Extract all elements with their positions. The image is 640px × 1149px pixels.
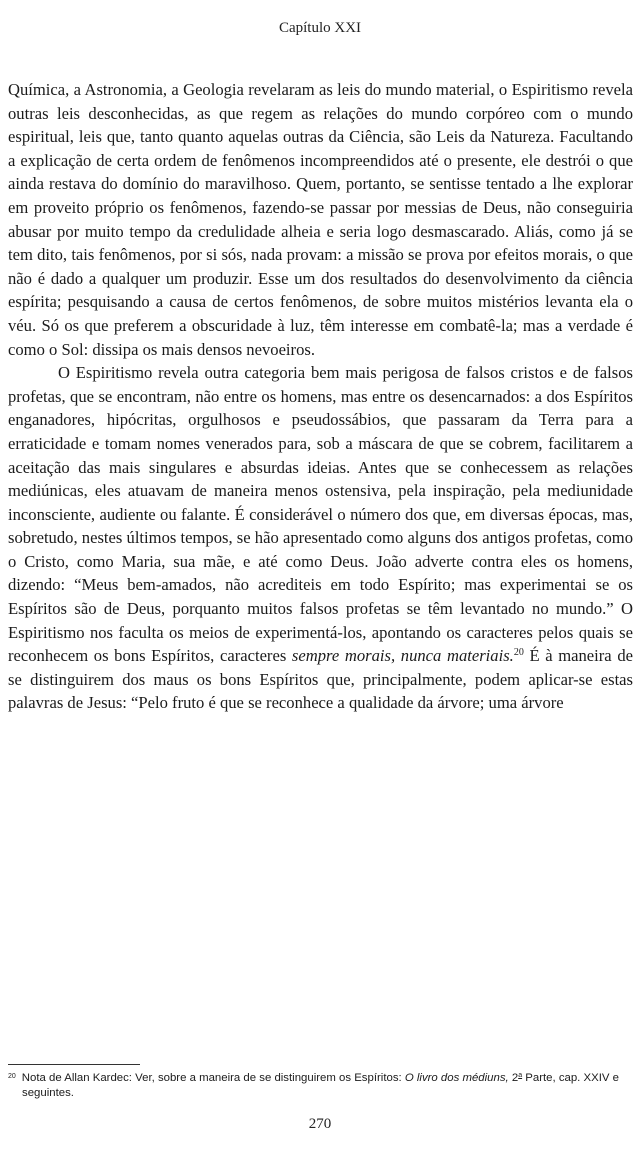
footnote-number: 20 [8,1073,16,1080]
paragraph-1: Química, a Astronomia, a Geologia revelaram as leis do mundo material, o Espiritismo revela outras leis desconhecidas, as que regem as relações do mundo corpóreo com o mundo espiritual, leis que, tanto quanto aquelas outras da Ciência, são Leis da Natureza. Facultando a explicação de certa ordem de fenômenos incompreendidos até o presente, ele destrói o que ainda restava do domínio do maravilhoso. Quem, portanto, se sentisse tentado a lhe explorar em proveito próprio os fenômenos, fazendo-se passar por messias de Deus, não conseguiria abusar por muito tempo da credulidade alheia e seria logo desmascarado. Aliás, como já se tem dito, tais fenômenos, por si sós, nada provam: a missão se prova por efeitos morais, o que não é dado a qualquer um produzir. Esse um dos resultados do desenvolvimento da ciência espírita; pesquisando a causa de certos fenômenos, de sobre muitos mistérios levanta ela o véu. Só os que preferem a obscuridade à luz, têm interesse em combatê-la; mas a verdade é como o Sol: dissipa os mais densos nevoeiros. [8,80,633,359]
footnote-text-end: Parte, cap. XXIV e seguintes. [22,1072,619,1099]
footnote-text-after: 2 [508,1072,519,1084]
paragraph-2-end: É à maneira de se distinguirem dos maus os bons Espíritos que, principalmente, podem aplicar-se estas palavras de Jesus: “Pelo fruto é que se reconhece a qualidade da árvore; uma árvore [8,646,633,713]
footnote-book-title: O livro dos médiuns, [404,1072,509,1084]
footnote [8,1068,628,1101]
footnote-ordinal: a [518,1072,523,1079]
footnote-body [8,1068,628,1101]
footnote-reference[interactable]: 20 [513,647,524,659]
paragraph-2-italic: sempre morais, nunca materiais. [291,646,514,666]
chapter-header: Capítulo XXI [278,20,362,36]
footnote-text: Nota de Allan Kardec: Ver, sobre a maneira de se distinguirem os Espíritos: [21,1072,405,1084]
footnote-divider [8,1064,140,1065]
body-text [8,78,633,715]
paragraph-2-start: O Espiritismo revela outra categoria bem mais perigosa de falsos cristos e de falsos profetas, que se encontram, não entre os homens, mas entre os desencarnados: a dos Espíritos enganadores, hipócritas, orgulhosos e pseudossábios, que passaram da Terra para a erraticidade e tomam nomes venerados para, sob a máscara de que se cobrem, facilitarem a aceitação das mais singulares e absurdas ideias. Antes que se conhecessem as relações mediúnicas, eles atuavam de maneira menos ostensiva, pela inspiração, pela mediunidade inconsciente, audiente ou falante. É considerável o número dos que, em diversas épocas, mas, sobretudo, nestes últimos tempos, se hão apresentado como alguns dos antigos profetas, como o Cristo, como Maria, sua mãe, e até como Deus. João adverte contra eles os homens, dizendo: “Meus bem-amados, não acrediteis em todo Espírito; mas experimentai se os Espíritos são de Deus, porquanto muitos falsos profetas se têm levantado no mundo.” O Espiritismo nos faculta os meios de experimentá-los, apontando os caracteres pelos quais se reconhecem os bons Espíritos, caracteres [8,363,633,666]
paragraph-2 [8,361,633,715]
page-number: 270 [308,1116,332,1132]
